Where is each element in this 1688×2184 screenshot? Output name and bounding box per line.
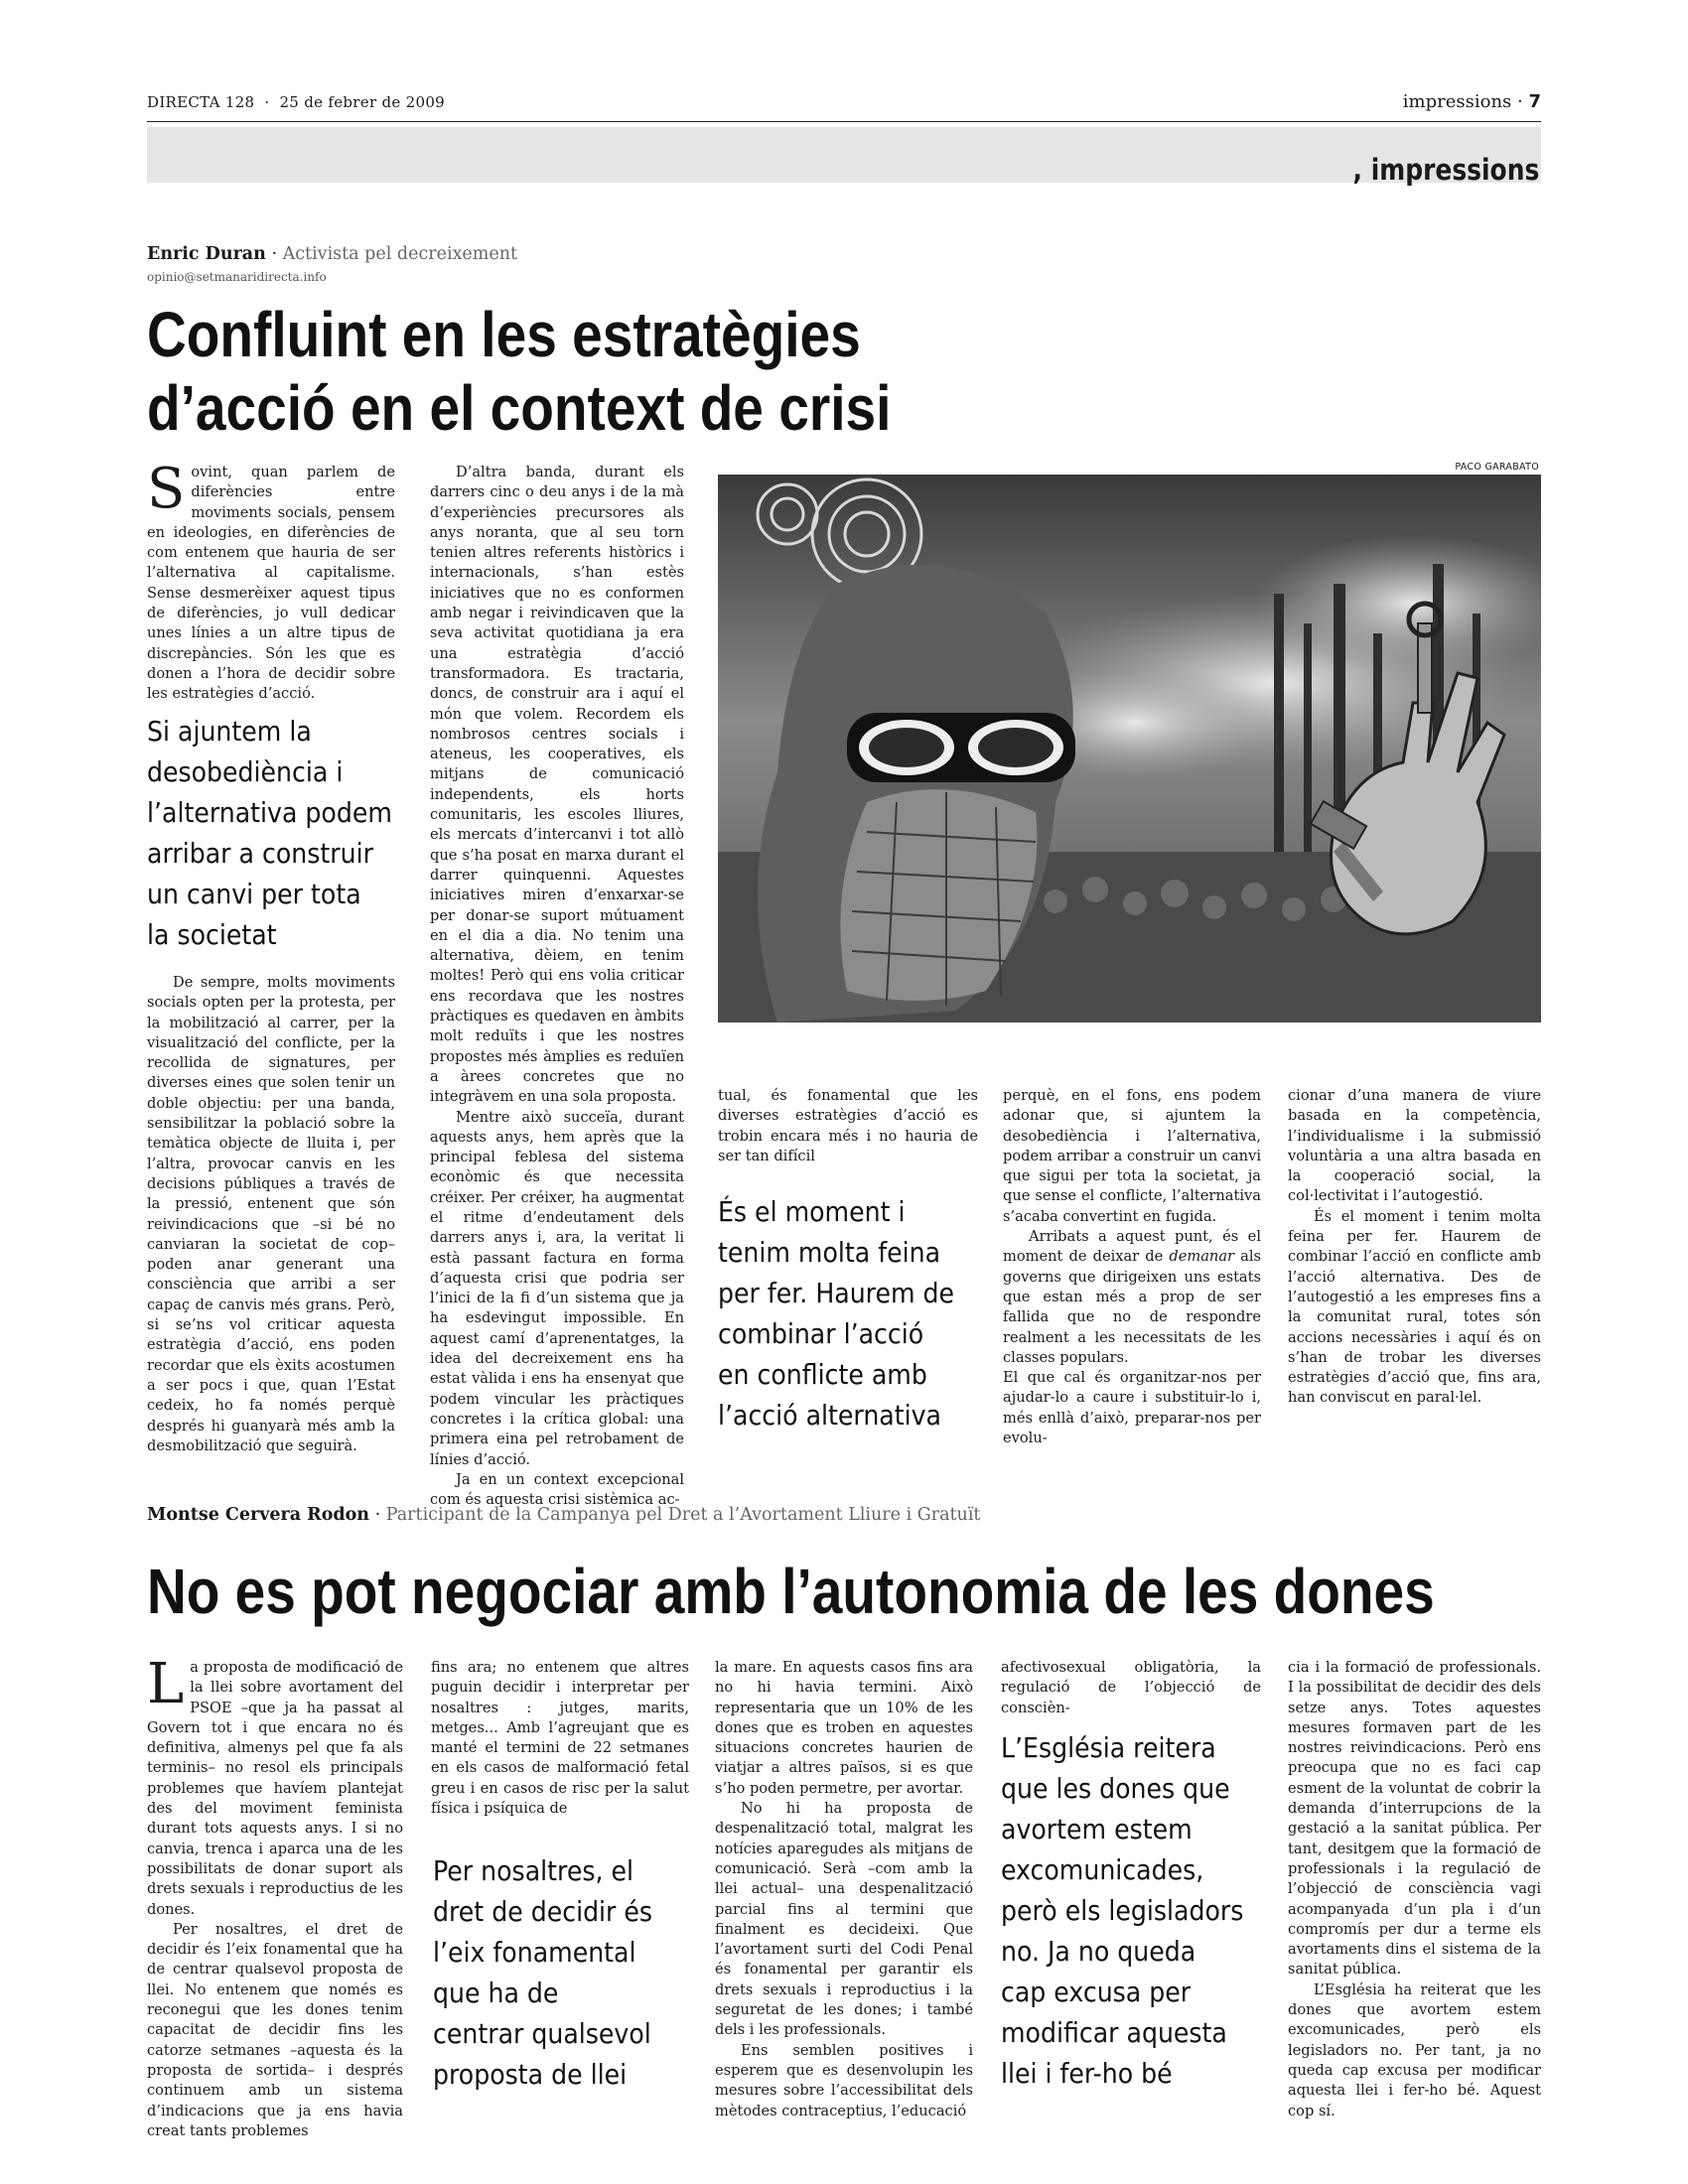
article1-col2-p3: Ja en un context excepcional com és aquesta crisi sistèmica ac- — [430, 1470, 684, 1509]
article1-column-1 — [147, 457, 395, 705]
article2-byline-sep: · — [374, 1505, 381, 1525]
pull-quote-line: arribar a construir — [147, 837, 373, 870]
pull-quote-line: combinar l’acció — [718, 1317, 924, 1350]
article1-col5-p1: cionar d’una manera de viure basada en la competència, l’individualisme i la submissió voluntària a una altra basada en la cooperació social, la col·lectivitat i l’autogestió. — [1288, 1087, 1541, 1205]
article2-column-2 — [431, 1658, 689, 1819]
article1-column-5 — [1288, 1086, 1541, 1409]
article2-column-5 — [1288, 1658, 1541, 2121]
header-separator: · — [264, 93, 270, 111]
article1-headline-line2: d’acció en el context de crisi — [147, 372, 892, 444]
pull-quote-line: cap excusa per — [1001, 1976, 1192, 2008]
emphasis: demanar — [1169, 1248, 1234, 1266]
pull-quote-line: llei i fer-ho bé — [1001, 2057, 1173, 2090]
pull-quote-line: dret de decidir és — [433, 1895, 653, 1928]
article1-col5-p2: És el moment i tenim molta feina per fer. Haurem de combinar l’acció en conflicte amb l’acció alternativa. Des de l’autogestió a les empreses fins a la comunitat rural, totes són accions necessàries i aquí és on s’han de trobar les diverses estratègies d’acció que, fins ara, han conviscut en paral·lel. — [1288, 1207, 1541, 1407]
article1-col1-p1: ovint, quan parlem de diferències entre moviments socials, pensem en ideologies, en diferències de com entenem que hauria de ser l’alternativa al capitalisme. Sense desmerèixer aquest tipus de diferències, jo vull dedicar unes línies a un altre tipus de discrepàncies. Són les que es donen a l’hora de decidir sobre les estratègies d’acció. — [147, 464, 395, 703]
pull-quote-line: desobediència i — [147, 755, 344, 788]
article1-column-4 — [1003, 1086, 1261, 1448]
article1-col4-p3: El que cal és organitzar-nos per ajudar-lo a caure i substituir-lo i, més enllà d’això, preparar-nos per evolu- — [1003, 1369, 1261, 1447]
article2-column-3 — [715, 1658, 973, 2121]
article2-byline — [147, 1505, 980, 1525]
article2-col3-p1: la mare. En aquests casos fins ara no hi havia termini. Això representaria que un 10% de les dones que es troben en aquestes situacions concretes haurien de viatjar a altres països, si es que s’ho poden permetre, per avortar. — [715, 1659, 973, 1797]
article1-byline — [147, 244, 517, 264]
pull-quote-line: L’Església reitera — [1001, 1731, 1216, 1764]
article2-author: Montse Cervera Rodon — [147, 1505, 370, 1525]
article1-col1-p2: De sempre, molts moviments socials opten per la protesta, per la mobilització al carrer, per la visualització del conflicte, per la recollida de signatures, per diverses eines que solen tenir un doble objectiu: per una banda, sensibilitzar la població sobre la temàtica objecte de lluita i, per l’altra, provocar canvis en les decisions públiques a través de la pressió, entenent que són reivindicacions que –si bé no canviaran la societat de cop– poden anar generant una consciència que arribi a ser capaç de canvis més grans. Però, si se’ns vol criticar aquesta estratègia d’acció, ens poden recordar que els èxits acostumen a ser pocs i que, quan l’Estat cedeix, ho fa només perquè després hi guanyarà més amb la desmobilització que seguirà. — [147, 974, 395, 1454]
page-number: 7 — [1528, 91, 1541, 112]
pull-quote-line: que les dones que — [1001, 1772, 1230, 1805]
pull-quote-line: És el moment i — [718, 1195, 906, 1228]
photo-credit: PACO GARABATO — [1455, 462, 1539, 473]
issue-number: DIRECTA 128 — [147, 93, 255, 111]
pull-quote-line: la societat — [147, 918, 277, 951]
pull-quote-line: Si ajuntem la — [147, 715, 312, 748]
pull-quote-line: modificar aquesta — [1001, 2016, 1227, 2049]
article1-col2-p1: D’altra banda, durant els darrers cinc o deu anys i de la mà d’experiències precursores als anys noranta, que al seu torn tenien altres referents històrics i internacionals, s’han estès iniciatives que no es conformen amb negar i reivindicaven que la seva activitat quotidiana ja era una estratègia d’acció transformadora. Es tractaria, doncs, de construir ara i aquí el món que volem. Recordem els nombrosos centres socials i ateneus, les cooperatives, els mitjans de comunicació independents, els horts comunitaris, les escoles lliures, els mercats d’intercanvi i tot allò que s’ha posat en marxa durant el darrer quinquenni. Aquestes iniciatives miren d’enxarxar-se per donar-se suport mútuament en el dia a dia. No tenim una alternativa, dèiem, en tenim moltes! Però qui ens volia criticar ens recordava que les nostres pràctiques es quedaven en àmbits molt reduïts i que les nostres propostes més àmplies es reduïen a àrees concretes que no integràvem en una sola proposta. — [430, 464, 684, 1106]
article2-col4-p1: afectivosexual obligatòria, la regulació de l’objecció de conscièn- — [1001, 1659, 1261, 1716]
article2-column-4 — [1001, 1658, 1261, 1718]
article2-pull-quote-1 — [433, 1850, 652, 2095]
article1-col4-p2 — [1003, 1227, 1261, 1368]
article1-col4-p1: perquè, en el fons, ens podem adonar que, si ajuntem la desobediència i l’alternativa, podem arribar a construir un canvi que sigui per tota la societat, ja que sense el conflicte, l’alternativa s’acaba convertint en fugida. — [1003, 1087, 1261, 1225]
article1-column-1b — [147, 973, 395, 1456]
article2-column-1 — [147, 1652, 403, 2141]
pull-quote-line: un canvi per tota — [147, 878, 361, 910]
article1-headline — [147, 298, 891, 445]
pull-quote-line: l’alternativa podem — [147, 796, 392, 829]
article1-col3-p1: tual, és fonamental que les diverses estratègies d’acció es trobin encara més i no hauria de ser tan difícil — [718, 1087, 978, 1164]
pull-quote-line: l’eix fonamental — [433, 1936, 636, 1969]
article1-role: Activista pel decreixement — [282, 244, 518, 264]
pull-quote-line: però els legisladors — [1001, 1894, 1244, 1927]
pull-quote-line: tenim molta feina — [718, 1236, 941, 1269]
article1-drop-cap: S — [147, 457, 186, 521]
pull-quote-line: no. Ja no queda — [1001, 1935, 1196, 1968]
article1-headline-line1: Confluint en les estratègies — [147, 299, 861, 370]
section-band — [147, 127, 1541, 183]
article1-column-3 — [718, 1086, 978, 1166]
article2-col3-p3: Ens semblen positives i esperem que es desenvolupin les mesures sobre l’accessibilitat dels mètodes contraceptius, l’educació — [715, 2041, 973, 2119]
article1-pull-quote-2 — [718, 1191, 954, 1435]
article1-illustration — [718, 475, 1541, 1023]
issue-date-line — [147, 93, 445, 111]
article1-col2-p2: Mentre això succeïa, durant aquests anys, hem après que la principal feblesa del sistema econòmic és que necessita créixer. Per créixer, ha augmentat el ritme d’endeutament dels darrers anys i, ara, la veritat li està passant factura en forma d’aquesta crisi que podria ser l’inici de la fi d’un sistema que ja ha esdevingut impossible. En aquest camí d’aprenentatges, la idea del decreixement ens ha estat vàlida i ens ha ensenyat que podem vincular les pràctiques concretes i la crítica global: una primera eina pel retrobament de línies d’acció. — [430, 1108, 684, 1468]
pull-quote-line: excomunicades, — [1001, 1853, 1204, 1886]
article2-col3-p2: No hi ha proposta de despenalització total, malgrat les notícies aparegudes als mitjans de comunicació. Serà –com amb la llei actual– una despenalització parcial fins al termini que finalment es decideixi. Que l’avortament surti del Codi Penal és fonamental per garantir els drets sexuals i reproductius i la seguretat de les dones; i també dels i les professionals. — [715, 1800, 973, 2039]
article2-col1-p1: a proposta de modificació de la llei sobre avortament del PSOE –que ja ha passat al Govern tot i que encara no és definitiva, almenys pel que fa als terminis– no resol els principals problemes que havíem plantejat des del moviment feminista durant tots aquests anys. I si no canvia, trenca i aparca una de les possibilitats de donar suport als drets sexuals i reproductius de les dones. — [147, 1659, 403, 1918]
pull-quote-line: l’acció alternativa — [718, 1399, 941, 1432]
article2-headline: No es pot negociar amb l’autonomia de les dones — [147, 1556, 1435, 1627]
article2-col2-p1: fins ara; no entenem que altres puguin decidir i interpretar per nosaltres : jutges, marits, metges... Amb l’agreujant que es manté el termini de 22 setmanes en els casos de malformació fetal greu i en casos de risc per la salut física i psíquica de — [431, 1659, 689, 1818]
article2-drop-cap: L — [147, 1652, 185, 1716]
pull-quote-line: centrar qualsevol — [433, 2017, 651, 2050]
article1-column-2 — [430, 463, 684, 1510]
pull-quote-line: proposta de llei — [433, 2058, 628, 2091]
article1-byline-sep: · — [271, 244, 278, 264]
article2-col1-p2: Per nosaltres, el dret de decidir és l’eix fonamental que ha de centrar qualsevol proposta de llei. No entenem que només es reconegui que les dones tenim capacitat de decidir fins les catorze setmanes –aquesta és la proposta de sortida– i després continuem amb un sistema d’indicacions que ja ens havia creat tants problemes — [147, 1920, 403, 2139]
article2-col5-p2: L’Església ha reiterat que les dones que avortem estem excomunicades, però els legisladors no. Per tant, ja no queda cap excusa per modificar aquesta llei i fer-ho bé. Aquest cop sí. — [1288, 1980, 1541, 2119]
pull-quote-line: en conflicte amb — [718, 1358, 927, 1391]
article2-role: Participant de la Campanya pel Dret a l’Avortament Lliure i Gratuït — [385, 1505, 981, 1525]
pull-quote-line: Per nosaltres, el — [433, 1854, 633, 1887]
section-title: , impressions — [1352, 153, 1539, 187]
text-run: Arribats a aquest punt, és el moment de deixar de — [1003, 1228, 1261, 1266]
pull-quote-line: avortem estem — [1001, 1813, 1193, 1845]
pull-quote-line: per fer. Haurem de — [718, 1277, 955, 1309]
issue-date: 25 de febrer de 2009 — [279, 93, 446, 111]
article1-author: Enric Duran — [147, 244, 266, 264]
pull-quote-line: que ha de — [433, 1977, 559, 2009]
section-label: impressions · — [1402, 91, 1523, 112]
article2-col5-p1: cia i la formació de professionals. I la possibilitat de decidir des dels setze anys. Totes aquestes mesures formaven part de les nostres reivindicacions. Però ens preocupa que no es faci cap esment de la voluntat de cobrir la demanda d’interrupcions de la gestació a la sanitat pública. Per tant, desitgem que la formació de professionals i la regulació de l’objecció de consciència vagi acompanyada d’un pla i d’un compromís per dur a terme els avortaments dins el sistema de la sanitat pública. — [1288, 1659, 1541, 1979]
article1-email[interactable]: opinio@setmanaridirecta.info — [147, 270, 327, 284]
article1-pull-quote-1 — [147, 711, 392, 955]
article2-pull-quote-2 — [1001, 1727, 1243, 2094]
header-rule — [147, 121, 1541, 122]
page-label — [1403, 91, 1541, 112]
text-run: als governs que dirigeixen uns estats que estan més a prop de ser fallida que no de respondre realment a les necessitats de les classes populars. — [1003, 1248, 1261, 1366]
collage-image — [718, 475, 1541, 1023]
